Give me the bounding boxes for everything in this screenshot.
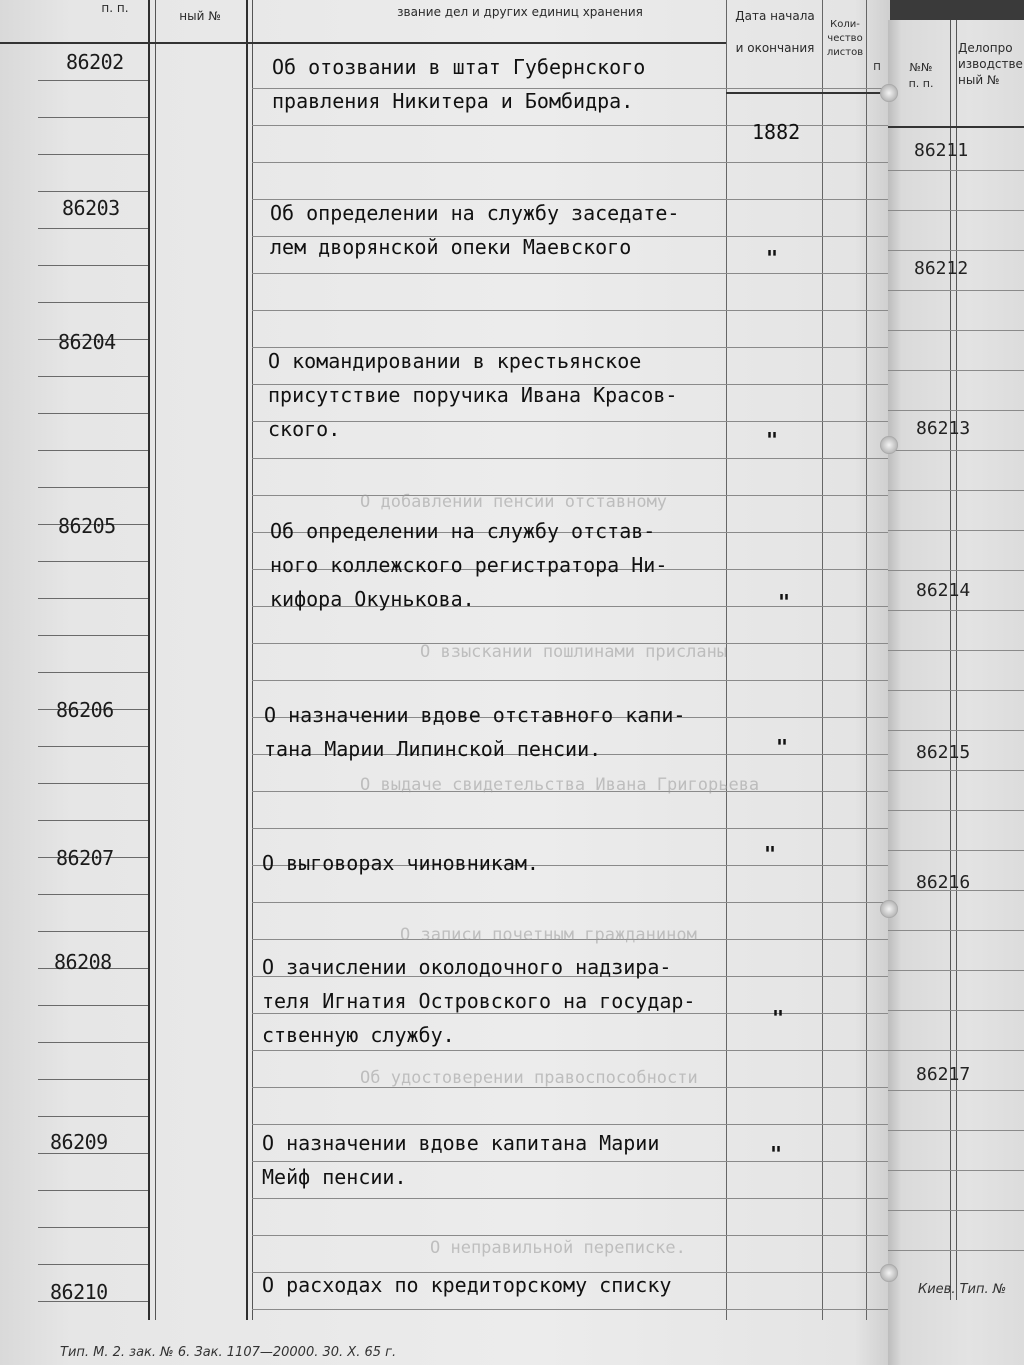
header-col-dates-2: и окончания [735,41,815,55]
right-record-number: 86211 [914,140,969,161]
row-rule [888,570,1024,571]
row-rule [38,1079,148,1080]
row-rule [38,931,148,932]
row-rule [38,1116,148,1117]
record-number: 86210 [50,1280,108,1304]
row-rule [38,1190,148,1191]
bleed-through-text: О записи почетным гражданином [400,925,697,945]
col-divider [950,20,951,1300]
row-rule [252,162,890,163]
record-title: Об определении на службу заседате- лем дворянской опеки Маевского [270,201,680,259]
record-number: 86202 [66,50,124,74]
row-rule [38,672,148,673]
row-rule [888,690,1024,691]
record-date: " [772,1006,785,1030]
record-date: " [766,246,779,270]
header-rule [888,126,1024,128]
col-divider [252,0,253,1320]
row-rule [38,1264,148,1265]
header-col-notes: П [873,62,881,73]
row-rule [252,1235,890,1236]
record-date: " [766,428,779,452]
row-rule [888,810,1024,811]
record-date: 1882 [752,120,801,144]
record-date: " [764,842,777,866]
record-date: " [778,590,791,614]
row-rule [888,290,1024,291]
record-number: 86207 [56,846,114,870]
col-divider [148,0,150,1320]
row-rule [38,487,148,488]
bleed-through-text: Об удостоверении правоспособности [360,1068,698,1088]
row-rule [888,1010,1024,1011]
row-rule [888,970,1024,971]
bleed-through-text: О неправильной переписке. [430,1238,686,1258]
right-header-file: Делопро изводстве ный № [958,41,1023,87]
col-divider [956,20,957,1300]
record-number: 86208 [54,950,112,974]
record-number: 86204 [58,330,116,354]
row-rule [38,228,148,229]
row-rule [38,450,148,451]
col-divider [155,0,156,1320]
col-divider [822,0,823,1320]
row-rule [888,170,1024,171]
right-record-number: 86214 [916,580,971,601]
row-rule [252,458,890,459]
row-rule [38,1227,148,1228]
row-rule [38,894,148,895]
record-number: 86206 [56,698,114,722]
row-rule [38,1005,148,1006]
row-rule [888,1130,1024,1131]
row-rule [38,413,148,414]
right-record-number: 86217 [916,1064,971,1085]
binder-ring [880,84,898,102]
bleed-through-text: О добавлении пенсии отставному [360,492,668,512]
right-header-no: №№ п. п. [908,61,934,90]
header-col-title: звание дел и других единиц хранения [397,5,643,19]
header-col-dates-1: Дата начала [735,9,815,23]
row-rule [38,561,148,562]
record-title: О назначении вдове отставного капи- тана Марии Липинской пенсии. [264,703,686,761]
record-title: О командировании в крестьянское присутствие поручика Ивана Красов- ского. [268,349,678,441]
record-number: 86203 [62,196,120,220]
row-rule [888,410,1024,411]
row-rule [252,680,890,681]
right-print-footer: Киев. Тип. № [918,1282,1007,1297]
header-col-sheets: Коли- чество листов [826,19,864,58]
row-rule [38,376,148,377]
row-rule [38,80,148,81]
row-rule [888,770,1024,771]
row-rule [252,902,890,903]
record-title: О расходах по кредиторскому списку [262,1273,672,1297]
right-page [888,20,1024,1365]
row-rule [252,273,890,274]
record-date: " [776,735,789,759]
row-rule [888,930,1024,931]
row-rule [38,783,148,784]
row-rule [888,370,1024,371]
row-rule [888,850,1024,851]
print-footer: Тип. М. 2. зак. № 6. Зак. 1107—20000. 30. X. 65 г. [60,1345,397,1360]
row-rule [38,1042,148,1043]
row-rule [38,820,148,821]
row-rule [888,1250,1024,1251]
record-title: О выговорах чиновникам. [262,851,539,875]
row-rule [38,117,148,118]
record-title: О назначении вдове капитана Марии Мейф пенсии. [262,1131,660,1189]
row-rule [888,530,1024,531]
row-rule [888,1170,1024,1171]
row-rule [252,828,890,829]
col-divider [866,0,867,1320]
row-rule [38,746,148,747]
row-rule [38,154,148,155]
row-rule [888,650,1024,651]
record-title: Об определении на службу отстав- ного коллежского регистратора Ни- кифора Окунькова. [270,519,668,611]
record-number: 86205 [58,514,116,538]
row-rule [252,1124,890,1125]
right-record-number: 86212 [914,258,969,279]
row-rule [38,598,148,599]
row-rule [252,310,890,311]
row-rule [38,265,148,266]
record-title: Об отозвании в штат Губернского правления Никитера и Бомбидра. [272,55,646,113]
binder-ring [880,1264,898,1282]
row-rule [888,250,1024,251]
right-record-number: 86215 [916,742,971,763]
header-rule [0,42,726,44]
row-rule [888,1050,1024,1051]
bleed-through-text: О взыскании пошлинами присланы [420,642,728,662]
row-rule [888,730,1024,731]
row-rule [888,210,1024,211]
right-record-number: 86216 [916,872,971,893]
row-rule [252,1198,890,1199]
row-rule [888,330,1024,331]
header-col-file-no: ный № [179,9,221,23]
row-rule [888,1210,1024,1211]
header-rule [726,92,890,94]
binder-ring [880,900,898,918]
row-rule [38,635,148,636]
right-record-number: 86213 [916,418,971,439]
header-col-no: п. п. [101,1,129,15]
row-rule [38,302,148,303]
row-rule [888,610,1024,611]
record-title: О зачислении околодочного надзира- теля Игнатия Островского на государ- ственную службу. [262,955,696,1047]
binder-ring [880,436,898,454]
col-divider [246,0,248,1320]
row-rule [888,450,1024,451]
record-number: 86209 [50,1130,108,1154]
row-rule [888,490,1024,491]
row-rule [888,1090,1024,1091]
row-rule [38,191,148,192]
record-date: " [770,1142,783,1166]
row-rule [252,1309,890,1310]
bleed-through-text: О выдаче свидетельства Ивана Григорьева [360,775,760,795]
